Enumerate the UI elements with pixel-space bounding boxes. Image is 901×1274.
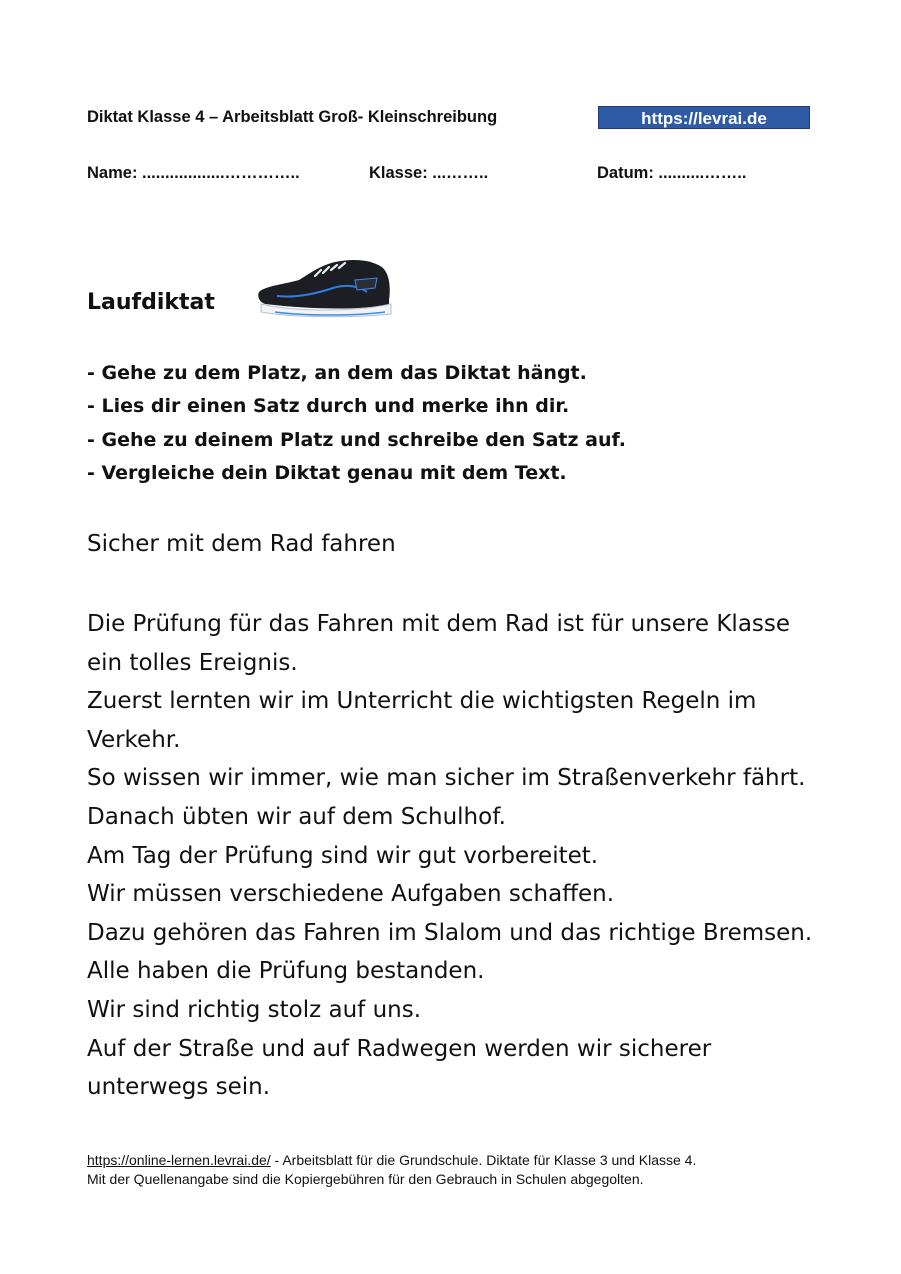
text-line: So wissen wir immer, wie man sicher im Straßenverkehr fährt.	[87, 765, 806, 792]
worksheet-title: Diktat Klasse 4 – Arbeitsblatt Groß- Kleinschreibung	[87, 108, 498, 126]
text-line: Verkehr.	[87, 726, 181, 753]
footer-line-2: Mit der Quellenangabe sind die Kopiergebühren für den Gebrauch in Schulen abgegolten.	[87, 1171, 644, 1187]
text-line: Alle haben die Prüfung bestanden.	[87, 958, 485, 985]
class-field: Klasse: ...……..	[369, 164, 489, 182]
text-line: Die Prüfung für das Fahren mit dem Rad ist für unsere Klasse	[87, 611, 791, 637]
site-badge-link[interactable]: https://levrai.de	[598, 106, 810, 129]
text-line: Wir müssen verschiedene Aufgaben schaffen.	[87, 881, 615, 908]
text-line: Auf der Straße und auf Radwegen werden wir sicherer	[87, 1035, 712, 1062]
section-title: Laufdiktat	[87, 290, 215, 315]
instruction-item: - Vergleiche dein Diktat genau mit dem Text.	[87, 462, 567, 485]
text-line: Danach übten wir auf dem Schulhof.	[87, 803, 506, 830]
instruction-item: - Gehe zu deinem Platz und schreibe den Satz auf.	[87, 428, 626, 451]
footer-source-link[interactable]: https://online-lernen.levrai.de/	[87, 1152, 271, 1168]
running-shoe-icon	[255, 254, 397, 320]
text-line: unterwegs sein.	[87, 1074, 271, 1101]
instruction-item: - Gehe zu dem Platz, an dem das Diktat hängt.	[87, 362, 587, 384]
name-field: Name: ..................…………..	[87, 164, 300, 182]
instruction-list	[87, 362, 626, 496]
text-line: Wir sind richtig stolz auf uns.	[87, 996, 422, 1023]
text-line: Zuerst lernten wir im Unterricht die wichtigsten Regeln im	[87, 688, 757, 715]
text-line: ein tolles Ereignis.	[87, 649, 298, 676]
footer-line-1	[87, 1151, 696, 1170]
date-field: Datum: ..........……..	[597, 164, 747, 182]
instruction-item: - Lies dir einen Satz durch und merke ihn dir.	[87, 395, 570, 418]
footer-description: - Arbeitsblatt für die Grundschule. Diktate für Klasse 3 und Klasse 4.	[270, 1152, 697, 1168]
text-line: Am Tag der Prüfung sind wir gut vorbereitet.	[87, 842, 599, 869]
dictation-title: Sicher mit dem Rad fahren	[87, 531, 396, 557]
footer	[87, 1151, 696, 1189]
dictation-text	[87, 605, 827, 1107]
text-line: Dazu gehören das Fahren im Slalom und das richtige Bremsen.	[87, 919, 813, 946]
